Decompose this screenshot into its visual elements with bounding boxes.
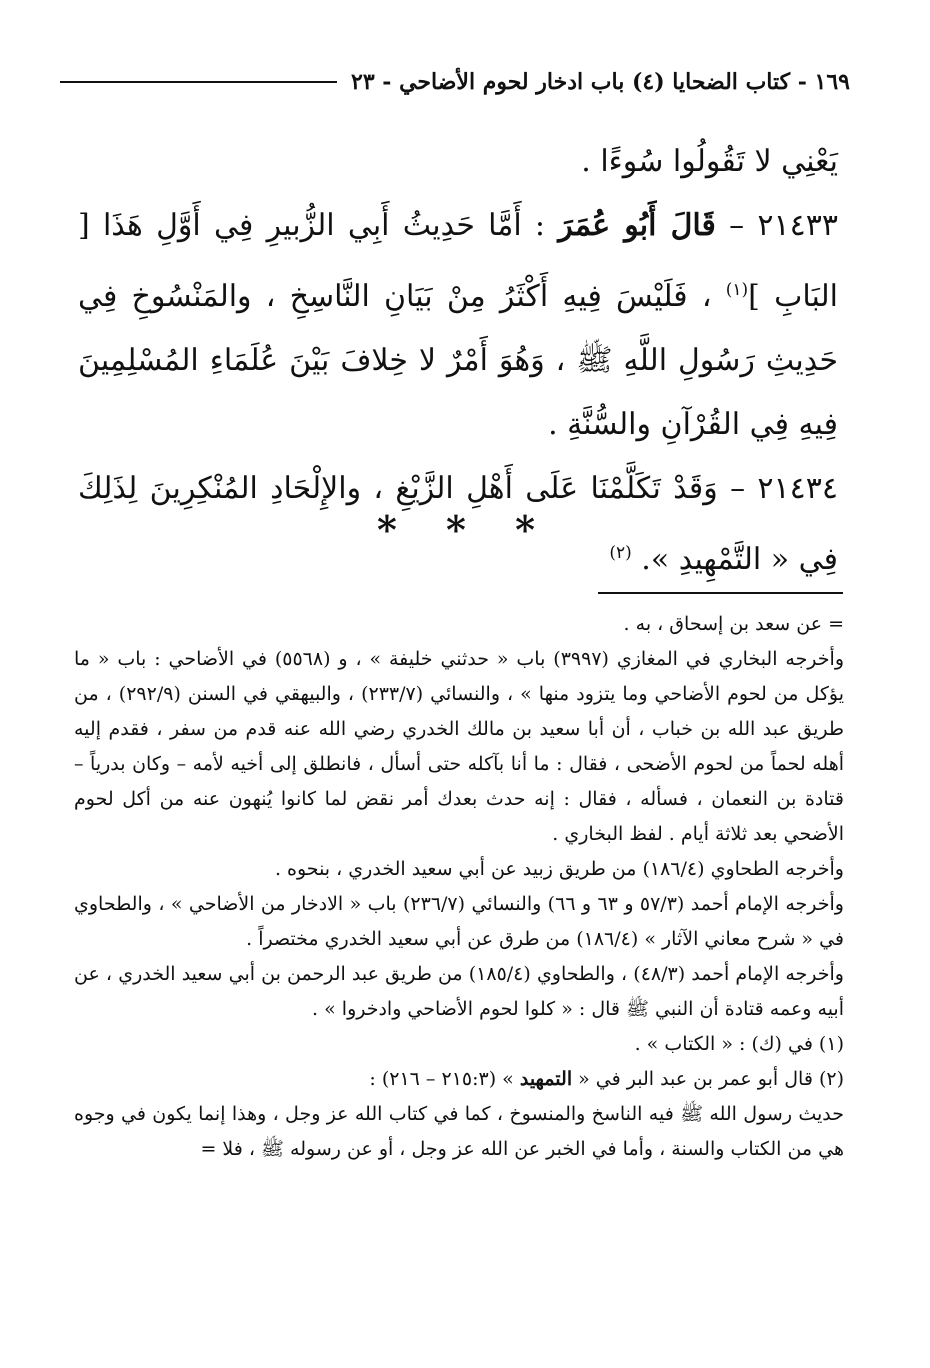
header-title: ١٦٩ - كتاب الضحايا (٤) باب ادخار لحوم الأضاحي - ٢٣ bbox=[351, 69, 850, 95]
footnote-rule bbox=[598, 592, 843, 594]
footnote-ref-2: (٢) bbox=[609, 543, 632, 563]
main-paragraph-intro: يَعْنِي لا تَقُولُوا سُوءًا . bbox=[581, 144, 838, 179]
footnote-1: (١) في (ك) : « الكتاب » . bbox=[634, 1033, 844, 1055]
footnote-continuation: = عن سعد بن إسحاق ، به . bbox=[623, 613, 844, 635]
footnote-2-prefix: (٢) قال أبو عمر بن عبد البر في « bbox=[578, 1068, 844, 1090]
paragraph-text-rest: ، فَلَيْسَ فِيهِ أَكْثَرُ مِنْ بَيَانِ النَّاسِخِ ، والمَنْسُوخِ فِي حَدِيثِ رَسُولِ اللَّهِ ﷺ ، وَهُوَ أَمْرٌ لا خِلافَ بَيْنَ عُلَمَاءِ المُسْلِمِينَ فِيهِ فِي القُرْآنِ والسُّنَّةِ . bbox=[78, 279, 838, 442]
paragraph-number: ٢١٤٣٣ – bbox=[729, 208, 838, 243]
footnote-paragraph: وأخرجه الإمام أحمد (٤٨/٣) ، والطحاوي (١٨٥/٤) من طريق عبد الرحمن بن أبي سعيد الخدري ، عن أبيه وعمه قتادة أن النبي ﷺ قال : « كلوا لحوم الأضاحي وادخروا » . bbox=[74, 963, 844, 1020]
footnote-2-suffix: » (٢١٥:٣ – ٢١٦) : bbox=[369, 1068, 514, 1090]
footnotes bbox=[74, 607, 844, 1167]
paragraph-text: : أَمَّا حَدِيثُ أَبِي الزُّبيرِ فِي أَوَّلِ هَذَا [ البَابِ ] bbox=[78, 208, 838, 314]
paragraph-number: ٢١٤٣٤ – bbox=[730, 471, 838, 506]
header-rule bbox=[60, 81, 337, 83]
running-header bbox=[60, 62, 850, 102]
footnote-ref-1: (١) bbox=[725, 280, 749, 300]
paragraph-text: وَقَدْ تَكَلَّمْنَا عَلَى أَهْلِ الزَّيْغِ ، والإِلْحَادِ المُنْكِرِينَ لِذَلِكَ فِي « التَّمْهِيدِ ». bbox=[78, 471, 838, 577]
footnote-paragraph: وأخرجه الإمام أحمد (٥٧/٣ و ٦٣ و ٦٦) والنسائي (٢٣٦/٧) باب « الادخار من الأضاحي » ، والطحاوي في « شرح معاني الآثار » (١٨٦/٤) من طرق عن أبي سعيد الخدري مختصراً . bbox=[74, 893, 844, 950]
speaker-name: قَالَ أَبُو عُمَرَ bbox=[558, 208, 716, 243]
footnote-paragraph: وأخرجه الطحاوي (١٨٦/٤) من طريق زبيد عن أبي سعيد الخدري ، بنحوه . bbox=[274, 858, 844, 880]
main-paragraph-21433 bbox=[78, 194, 838, 457]
footnote-2 bbox=[74, 1062, 844, 1097]
footnote-paragraph: وأخرجه البخاري في المغازي (٣٩٩٧) باب « حدثني خليفة » ، و (٥٥٦٨) في الأضاحي : باب « ما يؤكل من لحوم الأضاحي وما يتزود منها » ، والنسائي (٢٣٣/٧) ، والبيهقي في السنن (٢٩٢/٩) ، من طريق عبد الله بن خباب ، أن أبا سعيد بن مالك الخدري رضي الله عنه قدم من سفر ، فقدم إليه أهله لحماً من لحوم الأضحى ، فقال : ما أنا بآكله حتى أسأل ، فانطلق إلى أخيه لأمه – وكان بدرياً – قتادة بن النعمان ، فسأله ، فقال : إنه حدث بعدك أمر نقض لما كانوا يُنهون عنه من أكل لحوم الأضحي بعد ثلاثة أيام . لفظ البخاري . bbox=[74, 648, 844, 845]
section-separator: * * * bbox=[376, 507, 554, 552]
book-title: التمهيد bbox=[519, 1068, 573, 1090]
footnote-2-quote: حديث رسول الله ﷺ فيه الناسخ والمنسوخ ، كما في كتاب الله عز وجل ، وهذا إنما يكون في وجوه هي من الكتاب والسنة ، وأما في الخبر عن الله عز وجل ، أو عن رسوله ﷺ ، فلا = bbox=[74, 1103, 844, 1160]
